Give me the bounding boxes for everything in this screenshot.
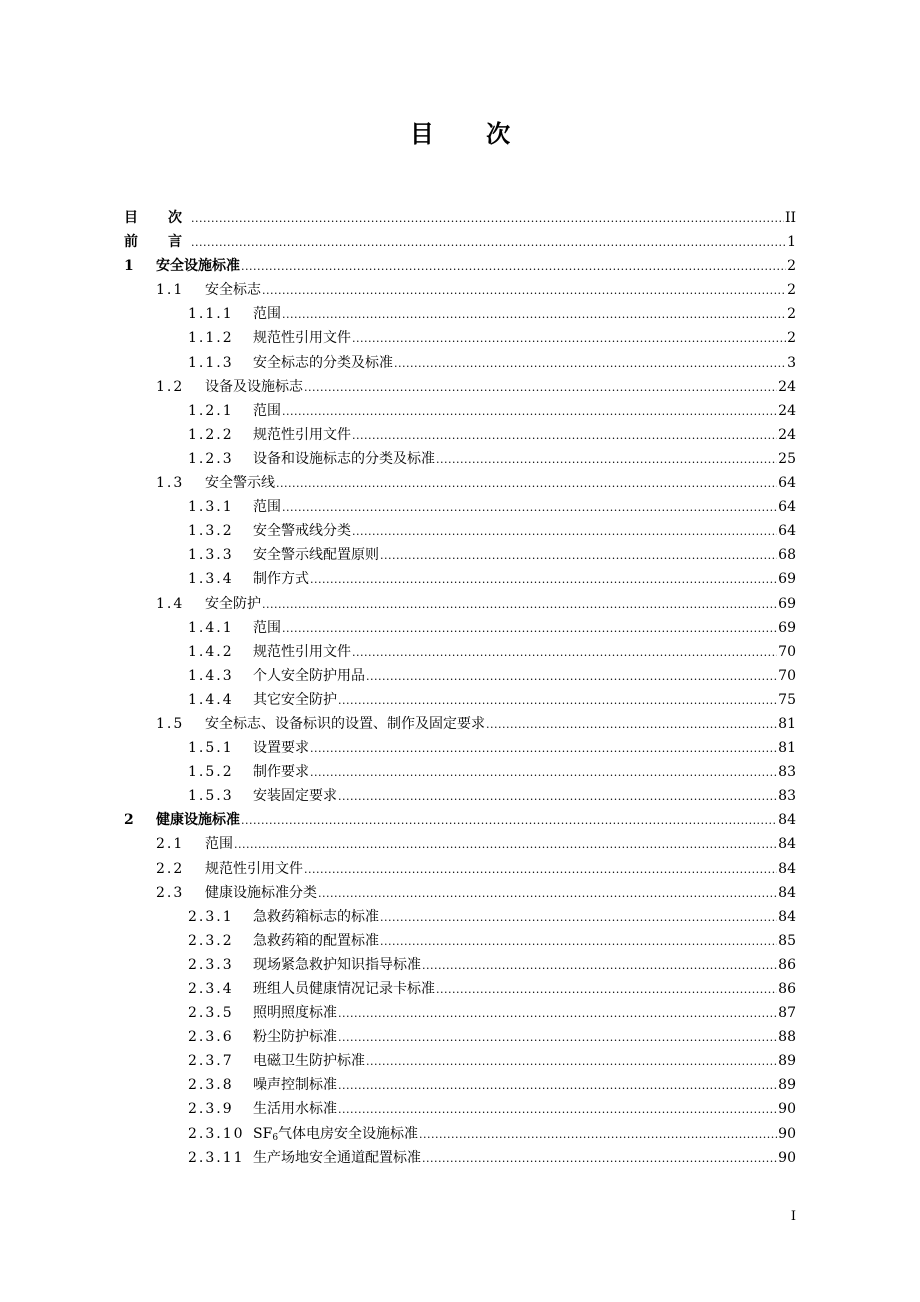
toc-entry-label: 规范性引用文件 [253, 330, 351, 347]
toc-entry-number: 2.3.5 [188, 1005, 234, 1022]
toc-entry-page: 81 [778, 715, 796, 732]
toc-entry-page: 84 [778, 884, 796, 901]
toc-entry[interactable] [124, 302, 796, 326]
toc-entry-number: 1.1.3 [188, 354, 234, 371]
toc-entry-page: 24 [778, 402, 796, 419]
toc-entry-number: 2.3.8 [188, 1077, 234, 1094]
toc-entry[interactable] [124, 640, 796, 664]
toc-entry-label: 安全警示线 [205, 475, 275, 492]
toc-entry-label: 制作方式 [253, 571, 309, 588]
toc-entry-label: 急救药箱的配置标准 [253, 932, 379, 949]
toc-entry-number: 1.5.2 [188, 764, 234, 781]
toc-entry[interactable] [124, 592, 796, 616]
toc-entry[interactable] [124, 905, 796, 929]
toc-entry[interactable] [124, 1001, 796, 1025]
toc-entry[interactable] [124, 784, 796, 808]
toc-entry-number: 1 [124, 258, 136, 275]
toc-entry[interactable] [124, 929, 796, 953]
toc-dot-leader [282, 303, 786, 327]
toc-entry-page: 75 [778, 691, 796, 708]
toc-entry-label: 生产场地安全通道配置标准 [253, 1149, 421, 1166]
toc-dot-leader [422, 1147, 777, 1171]
toc-dot-leader [304, 376, 777, 400]
toc-entry-number: 2.3.4 [188, 981, 234, 997]
toc-entry[interactable] [124, 1025, 796, 1049]
toc-entry-number: 1.1 [156, 282, 185, 299]
toc-entry[interactable] [124, 375, 796, 399]
toc-dot-leader [352, 424, 777, 448]
toc-entry-label: 范围 [205, 836, 233, 853]
toc-entry[interactable] [124, 543, 796, 567]
toc-entry-number: 1.3.1 [188, 499, 234, 516]
toc-entry-number: 1.4.2 [188, 643, 234, 660]
toc-entry[interactable] [124, 471, 796, 495]
toc-entry-label: 前 言 [124, 234, 190, 251]
toc-entry-page: 69 [778, 595, 796, 612]
toc-dot-leader [436, 448, 777, 472]
toc-dot-leader [338, 1074, 777, 1098]
toc-dot-leader [282, 400, 777, 424]
toc-entry-page: 83 [778, 788, 796, 805]
toc-entry[interactable] [124, 519, 796, 543]
toc-dot-leader [191, 231, 786, 255]
toc-entry-page: 87 [778, 1005, 796, 1022]
toc-dot-leader [366, 665, 777, 689]
toc-entry-number: 1.3.3 [188, 547, 234, 564]
toc-entry-page: 90 [778, 1125, 796, 1142]
toc-entry-page: 89 [778, 1077, 796, 1094]
toc-entry[interactable] [124, 326, 796, 350]
toc-entry-label-text: 气体电房安全设施标准 [278, 1125, 419, 1142]
toc-dot-leader [241, 255, 786, 279]
toc-entry-number: 2.3.3 [188, 956, 234, 973]
toc-dot-leader [262, 279, 786, 303]
toc-entry-page: 69 [778, 571, 796, 588]
toc-entry-page: 24 [778, 426, 796, 443]
toc-dot-leader [380, 930, 777, 954]
toc-entry[interactable] [124, 230, 796, 254]
toc-entry-label: 现场紧急救护知识指导标准 [253, 956, 421, 973]
toc-dot-leader [282, 496, 777, 520]
toc-entry-label: 粉尘防护标准 [253, 1029, 337, 1046]
footer-page-number: I [790, 1209, 796, 1224]
toc-dot-leader [380, 906, 777, 930]
toc-entry-page: 84 [778, 860, 796, 877]
toc-entry-label: 安全警示线配置原则 [253, 547, 379, 564]
toc-entry-label-subscript: 6 [272, 1132, 279, 1143]
toc-entry-page: 64 [778, 523, 796, 540]
toc-entry[interactable] [124, 278, 796, 302]
toc-entry[interactable] [124, 857, 796, 881]
toc-entry-label: 安全标志的分类及标准 [253, 354, 393, 371]
toc-entry-label: 安全标志、设备标识的设置、制作及固定要求 [205, 715, 485, 732]
toc-entry-number: 1.4 [156, 595, 185, 612]
toc-entry-label-prefix: SF [253, 1125, 273, 1142]
toc-entry-label: 范围 [253, 499, 281, 516]
toc-entry-number: 1.5 [156, 715, 185, 732]
toc-entry-page: 64 [778, 499, 796, 516]
toc-entry-label: 规范性引用文件 [205, 860, 303, 877]
toc-entry-page: 81 [778, 740, 796, 757]
toc-dot-leader [338, 1002, 777, 1026]
toc-entry-number: 2.3 [156, 884, 185, 901]
toc-entry-page: 86 [778, 981, 796, 997]
toc-dot-leader [310, 737, 777, 761]
toc-entry-page: 68 [778, 547, 796, 564]
toc-entry[interactable] [124, 736, 796, 760]
toc-dot-leader [380, 544, 777, 568]
toc-entry-page: 84 [778, 812, 796, 829]
toc-entry-number: 2.3.6 [188, 1029, 234, 1046]
toc-dot-leader [436, 978, 777, 1002]
toc-entry-page: 2 [787, 306, 796, 323]
toc-entry-page: 25 [778, 450, 796, 467]
toc-entry-page: 85 [778, 932, 796, 949]
toc-entry-number: 2.3.10 [188, 1125, 245, 1142]
toc-entry[interactable] [124, 712, 796, 736]
toc-entry-label: 安全防护 [205, 595, 261, 612]
toc-entry-number: 2.3.1 [188, 908, 234, 925]
toc-entry-label: 规范性引用文件 [253, 643, 351, 660]
toc-dot-leader [241, 809, 777, 833]
toc-entry-label: 电磁卫生防护标准 [253, 1053, 365, 1070]
toc-dot-leader [262, 593, 777, 617]
toc-entry-page: 90 [778, 1101, 796, 1118]
toc-entry-number: 1.1.2 [188, 330, 234, 347]
toc-entry-label: 健康设施标准 [156, 812, 240, 829]
toc-dot-leader [486, 713, 777, 737]
toc-dot-leader [338, 785, 777, 809]
toc-entry-number: 1.2.2 [188, 426, 234, 443]
toc-entry-label: 急救药箱标志的标准 [253, 908, 379, 925]
toc-entry-number: 1.3 [156, 475, 185, 492]
toc-entry-number: 1.4.4 [188, 691, 234, 708]
toc-entry-label: 设备和设施标志的分类及标准 [253, 450, 435, 467]
toc-dot-leader [310, 568, 777, 592]
toc-dot-leader [394, 352, 786, 376]
toc-dot-leader [191, 207, 784, 231]
toc-entry-label: 范围 [253, 619, 281, 636]
toc-entry-label: 个人安全防护用品 [253, 667, 365, 684]
toc-dot-leader [338, 1026, 777, 1050]
toc-entry-label: 班组人员健康情况记录卡标准 [253, 981, 435, 997]
toc-entry-page: 70 [778, 643, 796, 660]
toc-entry[interactable] [124, 1122, 796, 1146]
toc-entry[interactable] [124, 254, 796, 278]
page-title: 目 次 [409, 119, 533, 148]
toc-entry[interactable] [124, 495, 796, 519]
toc-entry-label: 安全警戒线分类 [253, 523, 351, 540]
toc-entry-label: 设置要求 [253, 740, 309, 757]
toc-entry-number: 1.1.1 [188, 306, 234, 323]
toc-dot-leader [352, 641, 777, 665]
toc-dot-leader [422, 954, 777, 978]
toc-entry[interactable] [124, 399, 796, 423]
toc-dot-leader [352, 520, 777, 544]
toc-entry-number: 2.2 [156, 860, 185, 877]
toc-entry-page: 2 [787, 258, 796, 275]
toc-entry-number: 1.2.1 [188, 402, 234, 419]
toc-entry-number: 2.1 [156, 836, 185, 853]
toc-entry-page: 24 [778, 378, 796, 395]
toc-entry[interactable] [124, 953, 796, 977]
toc-entry-number: 1.2.3 [188, 450, 234, 467]
toc-entry[interactable] [124, 1097, 796, 1121]
toc-dot-leader [310, 761, 777, 785]
toc-entry[interactable] [124, 664, 796, 688]
toc-entry[interactable] [124, 881, 796, 905]
toc-entry[interactable] [124, 616, 796, 640]
toc-entry-label: 范围 [253, 402, 281, 419]
toc-dot-leader [282, 617, 777, 641]
toc-entry-label [253, 1122, 418, 1146]
toc-entry[interactable] [124, 832, 796, 856]
toc-entry-page: II [784, 210, 796, 226]
toc-entry[interactable] [124, 423, 796, 447]
table-of-contents [124, 206, 796, 1170]
toc-entry-number: 1.2 [156, 378, 185, 395]
toc-entry-page: 89 [778, 1053, 796, 1070]
toc-entry-label: 安装固定要求 [253, 788, 337, 805]
toc-entry-number: 1.5.3 [188, 788, 234, 805]
toc-entry-label: 制作要求 [253, 764, 309, 781]
toc-entry-page: 1 [787, 234, 796, 251]
toc-entry-page: 90 [778, 1149, 796, 1166]
toc-entry-page: 84 [778, 836, 796, 853]
toc-entry-number: 2.3.9 [188, 1101, 234, 1118]
toc-entry-label: 规范性引用文件 [253, 426, 351, 443]
toc-dot-leader [276, 472, 777, 496]
toc-entry-label: 生活用水标准 [253, 1101, 337, 1118]
toc-entry[interactable] [124, 206, 796, 230]
toc-entry-label: 设备及设施标志 [205, 378, 303, 395]
toc-entry-page: 2 [787, 330, 796, 347]
toc-entry-page: 70 [778, 667, 796, 684]
toc-dot-leader [338, 1098, 777, 1122]
toc-entry-label: 其它安全防护 [253, 691, 337, 708]
toc-entry-label: 安全设施标准 [156, 258, 240, 275]
toc-entry-number: 1.3.2 [188, 523, 234, 540]
toc-entry[interactable] [124, 1049, 796, 1073]
toc-entry[interactable] [124, 977, 796, 1001]
toc-entry[interactable] [124, 351, 796, 375]
toc-entry-label: 照明照度标准 [253, 1005, 337, 1022]
toc-dot-leader [366, 1050, 777, 1074]
toc-dot-leader [234, 833, 777, 857]
toc-entry-page: 83 [778, 764, 796, 781]
toc-entry-page: 64 [778, 475, 796, 492]
toc-entry-page: 84 [778, 908, 796, 925]
toc-entry-page: 86 [778, 956, 796, 973]
toc-entry-number: 2.3.11 [188, 1149, 245, 1166]
toc-entry[interactable] [124, 1146, 796, 1170]
toc-entry-page: 2 [787, 282, 796, 299]
toc-entry[interactable] [124, 760, 796, 784]
toc-entry-label: 噪声控制标准 [253, 1077, 337, 1094]
toc-entry-label: 安全标志 [205, 282, 261, 299]
toc-dot-leader [419, 1123, 777, 1147]
toc-entry-number: 1.4.3 [188, 667, 234, 684]
toc-entry-number: 2.3.7 [188, 1053, 234, 1070]
toc-entry-number: 2.3.2 [188, 932, 234, 949]
toc-entry-number: 2 [124, 812, 136, 829]
toc-dot-leader [318, 882, 777, 906]
toc-entry[interactable] [124, 567, 796, 591]
toc-entry-number: 1.4.1 [188, 619, 234, 636]
toc-entry-number: 1.5.1 [188, 740, 234, 757]
toc-entry-page: 88 [778, 1029, 796, 1046]
toc-dot-leader [338, 689, 777, 713]
toc-entry-label: 范围 [253, 306, 281, 323]
toc-entry-label: 健康设施标准分类 [205, 884, 317, 901]
toc-entry-page: 3 [787, 354, 796, 371]
toc-entry[interactable] [124, 688, 796, 712]
toc-entry-number: 1.3.4 [188, 571, 234, 588]
toc-entry[interactable] [124, 447, 796, 471]
toc-dot-leader [352, 327, 786, 351]
toc-entry[interactable] [124, 1073, 796, 1097]
toc-entry[interactable] [124, 808, 796, 832]
toc-entry-page: 69 [778, 619, 796, 636]
toc-dot-leader [304, 858, 777, 882]
toc-entry-label: 目 次 [124, 210, 190, 226]
